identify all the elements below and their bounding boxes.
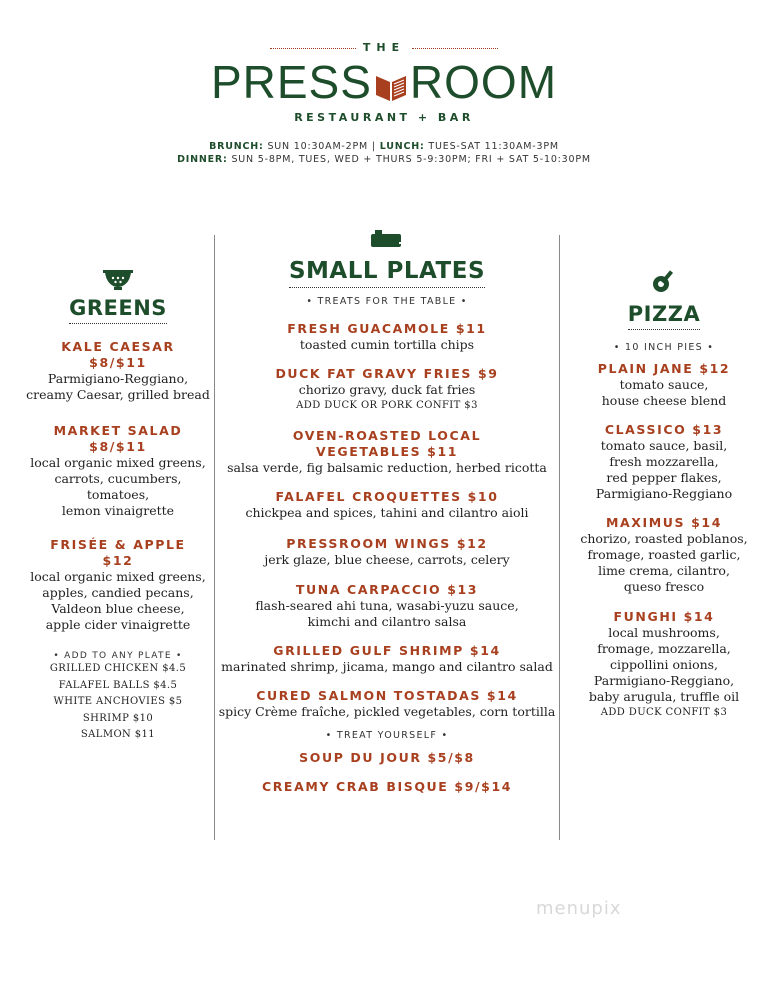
menu-item	[216, 536, 558, 568]
item-name: TUNA CARPACCIO $13	[295, 581, 479, 597]
item-name: PLAIN JANE $12	[597, 361, 731, 376]
item-description: Parmigiano-Reggiano,	[593, 673, 735, 688]
item-description: tomatoes,	[86, 487, 150, 502]
item-description: Valdeon blue cheese,	[51, 601, 185, 616]
menu-item	[216, 582, 558, 630]
item-description: local mushrooms,	[608, 625, 720, 640]
item-name: PRESSROOM WINGS $12	[286, 535, 488, 551]
item-description: Parmigiano-Reggiano,	[47, 371, 189, 386]
item-description: salsa verde, fig balsamic reduction, herbed ricotta	[227, 459, 547, 475]
pizza-subtitle: • 10 INCH PIES •	[613, 342, 715, 353]
item-name: OVEN-ROASTED LOCAL	[292, 427, 482, 443]
item-name: CURED SALMON TOSTADAS $14	[256, 687, 518, 703]
menu-item	[0, 423, 236, 519]
item-description: carrots, cucumbers,	[54, 471, 182, 486]
item-description: tomato sauce,	[619, 377, 709, 392]
treat-title: • TREAT YOURSELF •	[325, 729, 449, 741]
item-name: FUNGHI $14	[613, 609, 715, 624]
item-price: $8/$11	[89, 439, 147, 454]
colander-icon	[0, 268, 236, 294]
item-name: GRILLED GULF SHRIMP $14	[273, 642, 501, 658]
item-description: lime crema, cilantro,	[598, 563, 730, 578]
pizza-column	[560, 268, 768, 722]
menu-item	[216, 428, 558, 476]
item-description: baby arugula, truffle oil	[588, 689, 740, 704]
menu-item	[0, 537, 236, 633]
addon-item: GRILLED CHICKEN $4.5	[49, 663, 187, 674]
small-plates-title: SMALL PLATES	[289, 258, 485, 288]
small-plates-subtitle: • TREATS FOR THE TABLE •	[306, 296, 468, 307]
item-name: MAXIMUS $14	[605, 515, 723, 530]
greens-list	[0, 339, 236, 633]
menu-item	[560, 515, 768, 595]
item-description: flash-seared ahi tuna, wasabi-yuzu sauce,	[255, 597, 519, 613]
logo-press: PRESS	[210, 56, 372, 108]
item-description: local organic mixed greens,	[30, 569, 206, 584]
menu-item	[216, 489, 558, 521]
menu-item	[560, 609, 768, 722]
cutting-board-icon	[216, 228, 558, 252]
addon-title: • ADD TO ANY PLATE •	[53, 651, 183, 661]
item-description: kimchi and cilantro salsa	[307, 613, 467, 629]
item-description: marinated shrimp, jicama, mango and cilantro salad	[221, 658, 553, 674]
pizza-cutter-icon	[560, 268, 768, 298]
item-description: spicy Crème fraîche, pickled vegetables, corn tortilla	[218, 703, 556, 719]
menu-item	[0, 339, 236, 403]
addon-item: SHRIMP $10	[82, 712, 154, 724]
item-name: MARKET SALAD	[53, 423, 183, 438]
tagline: RESTAURANT + BAR	[294, 111, 474, 124]
item-addon: ADD DUCK OR PORK CONFIT $3	[296, 400, 478, 411]
pizza-title: PIZZA	[628, 302, 700, 330]
item-description: chorizo, roasted poblanos,	[580, 531, 748, 546]
treat-item: SOUP DU JOUR $5/$8	[299, 749, 475, 765]
treat-list	[216, 750, 558, 795]
addon-item: WHITE ANCHOVIES $5	[53, 696, 183, 707]
addon-item: FALAFEL BALLS $4.5	[58, 679, 178, 691]
item-description: red pepper flakes,	[606, 470, 722, 485]
logo	[0, 56, 768, 112]
item-description: creamy Caesar, grilled bread	[26, 387, 210, 402]
treat-item: CREAMY CRAB BISQUE $9/$14	[261, 778, 513, 794]
addon-item: SALMON $11	[80, 729, 156, 740]
item-description: jerk glaze, blue cheese, carrots, celery	[264, 551, 510, 567]
item-description: apples, candied pecans,	[42, 585, 194, 600]
hours-dinner: DINNER: SUN 5-8PM, TUES, WED + THURS 5-9:30PM; FRI + SAT 5-10:30PM	[177, 154, 591, 165]
watermark: menupix	[536, 898, 622, 919]
menu-item	[216, 321, 558, 353]
item-name: FALAFEL CROQUETTES $10	[275, 488, 499, 504]
item-name: FRESH GUACAMOLE $11	[287, 321, 487, 336]
addon-list	[0, 661, 236, 744]
item-description: Parmigiano-Reggiano	[595, 486, 733, 501]
item-description: chickpea and spices, tahini and cilantro aioli	[245, 504, 529, 520]
item-description: queso fresco	[623, 579, 705, 594]
hours-brunch-lunch: BRUNCH: SUN 10:30AM-2PM | LUNCH: TUES-SAT 11:30AM-3PM	[209, 141, 559, 152]
item-description: local organic mixed greens,	[30, 455, 206, 470]
greens-title: GREENS	[69, 296, 167, 324]
item-description: cippollini onions,	[609, 657, 719, 672]
item-description: tomato sauce, basil,	[600, 438, 728, 453]
menu-item	[560, 422, 768, 502]
item-description: fromage, mozzarella,	[597, 641, 731, 656]
menu-item	[560, 361, 768, 409]
item-price: $12	[102, 553, 134, 568]
item-price: $8/$11	[89, 355, 147, 370]
item-name-cont: VEGETABLES $11	[315, 443, 459, 459]
pizza-list	[560, 361, 768, 722]
item-addon: ADD DUCK CONFIT $3	[600, 707, 728, 718]
logo-the: THE	[362, 41, 406, 54]
item-description: chorizo gravy, duck fat fries	[298, 382, 476, 397]
item-description: apple cider vinaigrette	[45, 617, 191, 632]
item-description: house cheese blend	[601, 393, 727, 408]
menu-item	[216, 643, 558, 675]
greens-column	[0, 268, 236, 744]
item-name: CLASSICO $13	[604, 422, 724, 437]
menu-item	[216, 688, 558, 720]
book-icon	[374, 60, 408, 112]
small-plates-list	[216, 321, 558, 720]
logo-room: ROOM	[409, 56, 558, 108]
menu-item	[216, 366, 558, 415]
item-name: FRISÉE & APPLE	[50, 537, 186, 552]
item-description: fresh mozzarella,	[609, 454, 719, 469]
item-name: DUCK FAT GRAVY FRIES $9	[275, 366, 499, 381]
item-name: KALE CAESAR	[61, 339, 175, 354]
small-plates-column	[216, 228, 558, 795]
item-description: fromage, roasted garlic,	[587, 547, 741, 562]
item-description: toasted cumin tortilla chips	[299, 337, 475, 352]
item-description: lemon vinaigrette	[61, 503, 175, 518]
